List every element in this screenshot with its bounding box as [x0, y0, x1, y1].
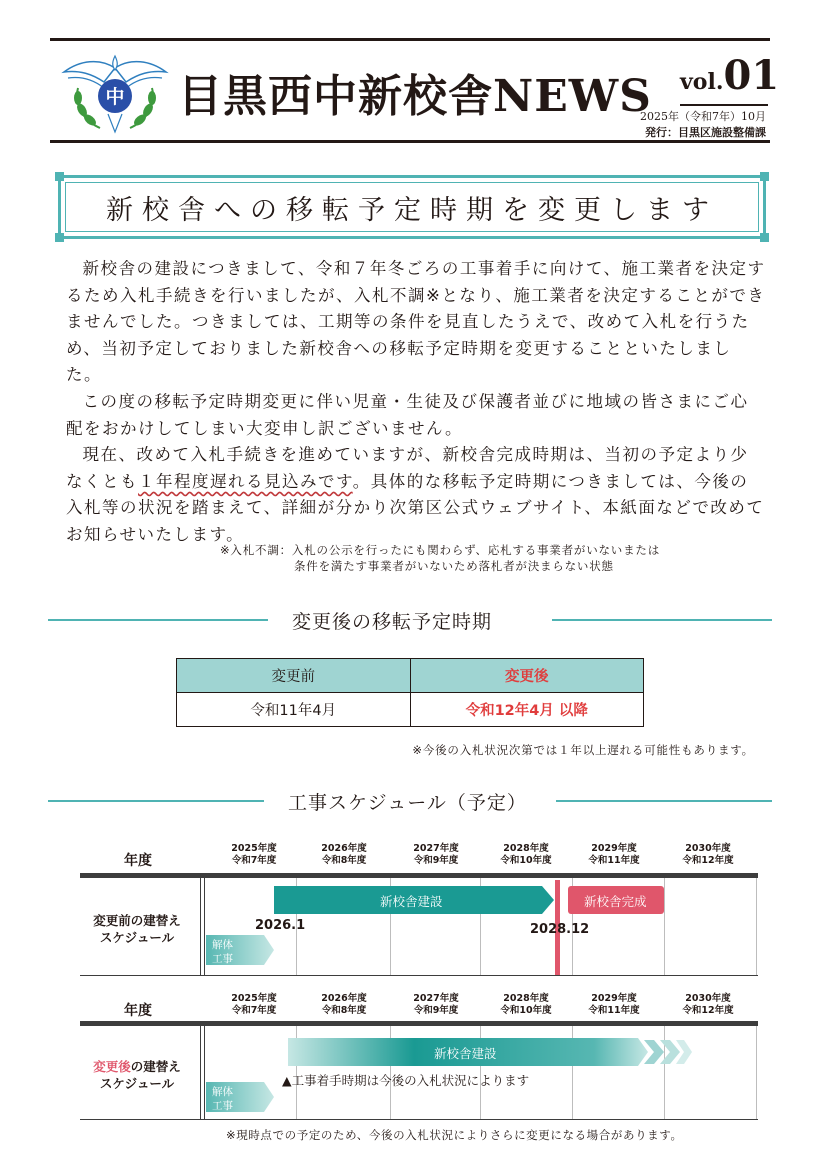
relocation-note: ※今後の入札状況次第では１年以上遅れる可能性もあります。	[412, 743, 754, 757]
year-header-western: 2027年度	[413, 993, 459, 1004]
section-rule-right	[556, 800, 772, 802]
year-header	[304, 843, 384, 867]
schedule-divider	[200, 878, 201, 976]
row-label-before-a: 変更前	[93, 913, 131, 928]
year-header-western: 2030年度	[685, 843, 731, 854]
paragraph-1: 新校舎の建設につきまして、令和７年冬ごろの工事着手に向けて、施工業者を決定するため入札手続きを行いましたが、入札不調※となり、施工業者を決定することができませんでした。つきましては、工期等の条件を見直したうえで、改めて入札を行うため、当初予定しておりました新校舎への移転予定時期を変更することといたしました。	[66, 259, 766, 385]
footnote-bid-failure	[220, 542, 660, 574]
year-header-reiwa: 令和8年度	[321, 855, 367, 866]
box-corner	[55, 172, 64, 181]
schedule-rule	[80, 873, 758, 878]
year-header	[304, 993, 384, 1017]
end-date: 2028.12	[530, 922, 590, 937]
construction-bar-before-label: 新校舎建設	[380, 894, 443, 909]
svg-text:中: 中	[105, 86, 125, 108]
row-label-after-a: 変更後	[93, 1059, 131, 1074]
year-header	[396, 843, 476, 867]
year-header-western: 2025年度	[231, 993, 277, 1004]
year-header-western: 2028年度	[503, 843, 549, 854]
year-header-reiwa: 令和10年度	[500, 855, 552, 866]
article-body	[66, 256, 766, 549]
construction-bar-after-label: 新校舎建設	[434, 1046, 497, 1061]
year-gridline	[756, 878, 757, 975]
year-header	[574, 843, 654, 867]
year-label: 年度	[124, 853, 152, 869]
year-header	[486, 843, 566, 867]
relocation-table	[176, 658, 644, 727]
box-corner	[55, 233, 64, 242]
start-date: 2026.1	[255, 918, 306, 933]
year-header-reiwa: 令和8年度	[321, 1005, 367, 1016]
volume-number	[680, 52, 779, 99]
year-header	[214, 843, 294, 867]
start-timing-note: ▲工事着手時期は今後の入札状況によります	[282, 1073, 530, 1088]
section-rule-right	[552, 619, 772, 621]
col-header-before: 変更前	[177, 659, 411, 693]
year-header-western: 2030年度	[685, 993, 731, 1004]
year-header	[486, 993, 566, 1017]
year-header-western: 2027年度	[413, 843, 459, 854]
headline-box	[58, 175, 766, 239]
year-header-western: 2026年度	[321, 843, 367, 854]
schedule-note: ※現時点での予定のため、今後の入札状況によりさらに変更になる場合があります。	[226, 1128, 683, 1142]
box-corner	[760, 172, 769, 181]
paragraph-2: この度の移転予定時期変更に伴い児童・生徒及び保護者並びに地域の皆さまにご心配をおかけしてしまい大変申し訳ございません。	[66, 391, 749, 438]
section-title-relocation: 変更後の移転予定時期	[292, 611, 493, 633]
volume-prefix: vol.	[680, 69, 724, 95]
paragraph-3-emphasis: １年程度遅れる見込みです	[138, 471, 353, 491]
year-header-reiwa: 令和9年度	[413, 1005, 459, 1016]
year-header-western: 2025年度	[231, 843, 277, 854]
year-header-reiwa: 令和7年度	[231, 855, 277, 866]
newsletter-title: 目黒西中新校舎NEWS	[178, 71, 652, 122]
year-header	[668, 993, 748, 1017]
row-label-before	[82, 912, 192, 946]
year-gridline	[664, 878, 665, 975]
year-gridline	[756, 1026, 757, 1119]
volume-underline	[680, 104, 768, 106]
section-rule-left	[48, 800, 264, 802]
year-header-reiwa: 令和11年度	[588, 855, 640, 866]
year-header	[668, 843, 748, 867]
schedule-divider	[204, 1026, 205, 1120]
col-header-after: 変更後	[410, 659, 644, 693]
value-after: 令和12年4月 以降	[410, 693, 644, 727]
row-label-before-b: の建替え	[130, 913, 181, 928]
volume-value: 01	[723, 52, 780, 99]
year-header	[214, 993, 294, 1017]
footnote-line-2: 条件を満たす事業者がいないため落札者が決まらない状態	[294, 559, 614, 573]
school-emblem-logo	[60, 48, 170, 136]
paragraph-3-b: 。具体的な移転予定時期につきましては、今後の入札等の状況を踏まえて、詳細が分かり次第区公式ウェブサイト、本紙面などで改めてお知らせいたします。	[66, 471, 765, 544]
year-header-western: 2026年度	[321, 993, 367, 1004]
value-before: 令和11年4月	[177, 693, 411, 727]
completion-badge-label: 新校舎完成	[584, 894, 647, 909]
year-header-western: 2029年度	[591, 993, 637, 1004]
year-header	[396, 993, 476, 1017]
year-header-reiwa: 令和7年度	[231, 1005, 277, 1016]
year-header-reiwa: 令和9年度	[413, 855, 459, 866]
schedule-bottom-rule	[80, 1119, 758, 1120]
schedule-divider	[200, 1026, 201, 1120]
section-title-schedule: 工事スケジュール（予定）	[288, 792, 527, 814]
schedule-divider	[204, 878, 205, 976]
demolition-label-before: 解体 工事	[212, 939, 233, 965]
box-corner	[760, 233, 769, 242]
row-label-before-c: スケジュール	[99, 930, 175, 945]
year-header-reiwa: 令和12年度	[682, 855, 734, 866]
year-header-western: 2028年度	[503, 993, 549, 1004]
paragraph-3	[66, 442, 766, 548]
schedule-bottom-rule	[80, 975, 758, 976]
footnote-line-1: ※入札不調：入札の公示を行ったにも関わらず、応札する事業者がいないまたは	[220, 543, 661, 557]
issue-date: 2025年（令和7年）10月	[640, 110, 766, 123]
publisher: 発行：目黒区施設整備課	[645, 126, 766, 139]
year-header-western: 2029年度	[591, 843, 637, 854]
paragraph-3-a: 現在、改めて入札手続きを進めていますが、新校舎完成時期は、当初の予定より少なくとも	[66, 445, 749, 491]
header-bottom-rule	[50, 140, 770, 143]
schedule-rule	[80, 1021, 758, 1026]
year-header-reiwa: 令和12年度	[682, 1005, 734, 1016]
year-header-reiwa: 令和10年度	[500, 1005, 552, 1016]
row-label-after-c: スケジュール	[99, 1076, 175, 1091]
section-rule-left	[48, 619, 268, 621]
headline: 新校舎への移転予定時期を変更します	[106, 194, 718, 226]
year-header-reiwa: 令和11年度	[588, 1005, 640, 1016]
row-label-after-b: の建替え	[130, 1059, 181, 1074]
demolition-label-after: 解体 工事	[212, 1086, 233, 1112]
year-label: 年度	[124, 1003, 152, 1019]
row-label-after	[82, 1058, 192, 1092]
header-top-rule	[50, 38, 770, 41]
year-header	[574, 993, 654, 1017]
